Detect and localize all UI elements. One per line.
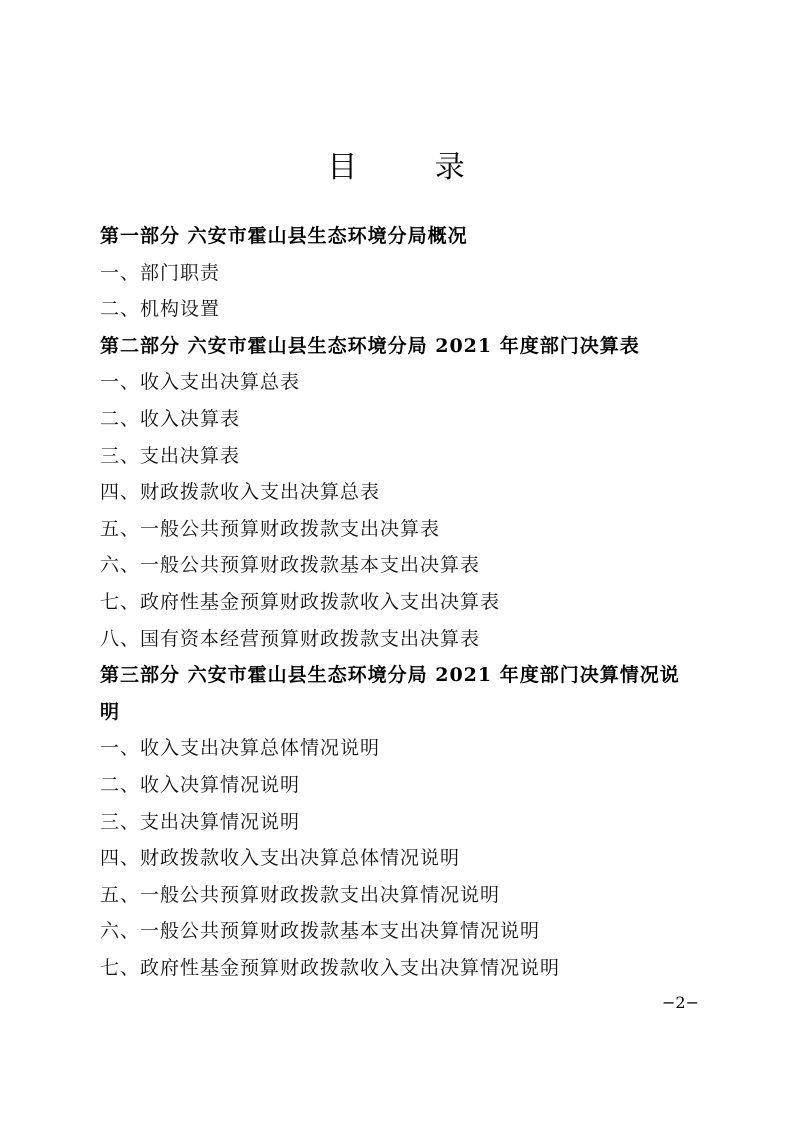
toc-item: 六、一般公共预算财政拨款基本支出决算表	[100, 554, 481, 577]
toc-item: 二、收入决算情况说明	[100, 773, 301, 796]
toc-item: 七、政府性基金预算财政拨款收入支出决算情况说明	[100, 956, 561, 979]
toc-item: 六、一般公共预算财政拨款基本支出决算情况说明	[100, 920, 541, 943]
page-number: −2−	[662, 993, 699, 1012]
toc-item: 四、财政拨款收入支出决算总体情况说明	[100, 847, 461, 870]
toc-item: 五、一般公共预算财政拨款支出决算情况说明	[100, 883, 501, 906]
toc-part-2-heading: 第二部分 六安市霍山县生态环境分局 2021 年度部门决算表	[100, 334, 640, 357]
toc-item: 四、财政拨款收入支出决算总表	[100, 481, 381, 504]
page-title: 目 录	[327, 150, 499, 185]
toc-item: 一、收入支出决算总表	[100, 371, 301, 394]
toc-part-3-heading-continued: 明	[100, 700, 121, 723]
toc-item: 二、机构设置	[100, 298, 221, 321]
toc-part-3-heading: 第三部分 六安市霍山县生态环境分局 2021 年度部门决算情况说	[100, 664, 680, 687]
toc-item: 七、政府性基金预算财政拨款收入支出决算表	[100, 590, 501, 613]
toc-item: 三、支出决算情况说明	[100, 810, 301, 833]
toc-item: 一、部门职责	[100, 261, 221, 284]
toc-item: 一、收入支出决算总体情况说明	[100, 737, 381, 760]
toc-item: 二、收入决算表	[100, 407, 241, 430]
table-of-contents	[100, 224, 700, 992]
toc-item: 五、一般公共预算财政拨款支出决算表	[100, 517, 441, 540]
toc-part-1-heading: 第一部分 六安市霍山县生态环境分局概况	[100, 225, 468, 247]
toc-item: 八、国有资本经营预算财政拨款支出决算表	[100, 627, 481, 650]
toc-item: 三、支出决算表	[100, 444, 241, 467]
